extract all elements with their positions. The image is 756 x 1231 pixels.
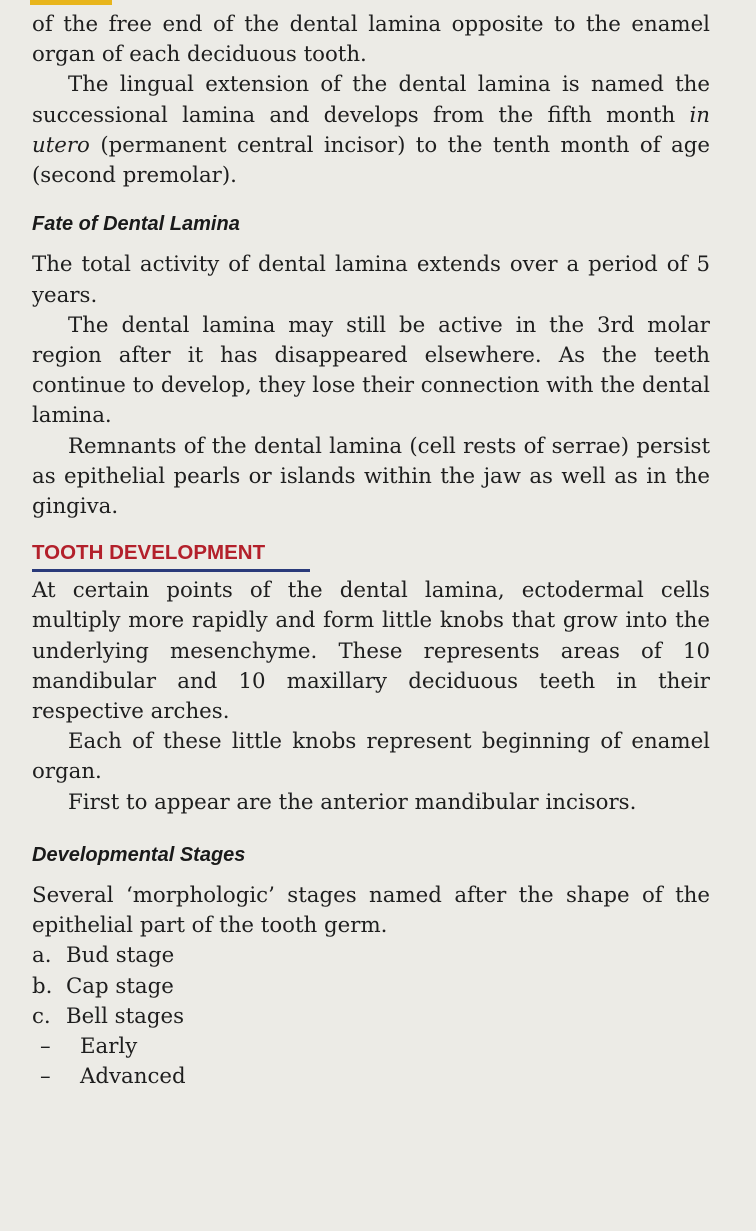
sub-list-item-label: Early [80,1034,138,1060]
list-item-label: Bell stages [66,1003,184,1029]
list-marker: c. [32,1003,51,1029]
text-run: The lingual extension of the dental lamina is named the successional lamina and develops from the fifth month [32,72,710,128]
top-accent-bar [30,0,112,5]
list-item [32,1002,710,1032]
list-marker: b. [32,973,53,999]
sub-list-item [32,1032,710,1062]
sub-list-item-label: Advanced [80,1064,186,1090]
paragraph-tooth-3: First to appear are the anterior mandibular incisors. [68,789,637,815]
text-run: (permanent central incisor) to the tenth month of age (second premolar). [32,132,710,189]
list-item [32,941,710,971]
page-content [32,10,710,1093]
section-heading-developmental-stages: Developmental Stages [32,843,246,866]
paragraph-tooth-1: At certain points of the dental lamina, ectodermal cells multiply more rapidly and form little knobs that grow into the underlying mesenchyme. These represents areas of 10 mandibular and 10 maxillary deciduous teeth in their respective arches. [32,578,710,725]
italic-run: in utero [32,102,710,158]
paragraph-continued: of the free end of the dental lamina opposite to the enamel organ of each deciduous tooth. [32,12,710,68]
section-heading-tooth-development: TOOTH DEVELOPMENT [32,541,266,565]
paragraph-stages-intro: Several ‘morphologic’ stages named after the shape of the epithelial part of the tooth germ. [32,883,710,939]
heading-underline [32,569,310,572]
dash-marker: – [40,1064,51,1090]
paragraph-fate-3: Remnants of the dental lamina (cell rests of serrae) persist as epithelial pearls or islands within the jaw as well as in the gingiva. [32,433,710,520]
paragraph-successional-lamina [32,70,710,191]
paragraph-tooth-2: Each of these little knobs represent beginning of enamel organ. [32,729,710,785]
paragraph-fate-1: The total activity of dental lamina extends over a period of 5 years. [32,252,710,308]
sub-list-item [32,1062,710,1092]
stages-list [32,941,710,1092]
list-marker: a. [32,943,52,969]
list-item-label: Bud stage [66,943,175,969]
list-item-label: Cap stage [66,973,174,999]
dash-marker: – [40,1034,51,1060]
list-item [32,972,710,1002]
paragraph-fate-2: The dental lamina may still be active in the 3rd molar region after it has disappeared elsewhere. As the teeth continue to develop, they lose their connection with the dental lamina. [32,312,710,429]
section-heading-fate: Fate of Dental Lamina [32,213,240,236]
